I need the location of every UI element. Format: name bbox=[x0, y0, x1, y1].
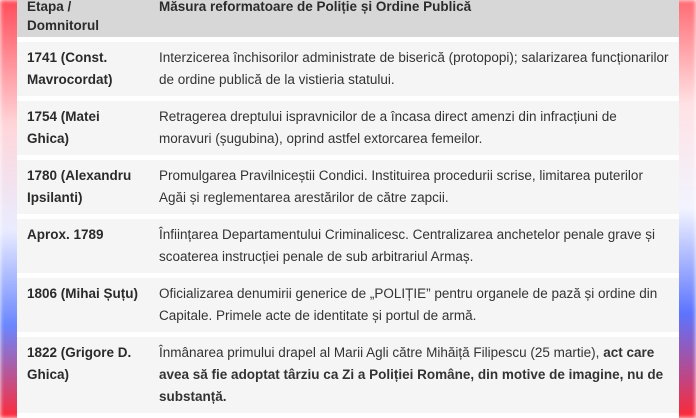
row-measure bbox=[149, 219, 679, 273]
reform-table-container bbox=[17, 0, 679, 418]
row-text: Înființarea Departamentului Criminalicesc. Centralizarea anchetelor penale grave și scoaterea instrucției penale de sub arbitrariul Armaș. bbox=[159, 227, 655, 264]
table-header-row bbox=[17, 0, 679, 37]
table-row bbox=[17, 278, 679, 332]
row-text: Interzicerea închisorilor administrate de biserică (protopopi); salarizarea funcționarilor de ordine publică de la vistieria statului. bbox=[159, 50, 669, 87]
row-text-bold: act care avea să fie adoptat târziu ca Zi a Poliției Române, din motive de imagine, nu de substanță. bbox=[159, 345, 664, 404]
table-row bbox=[17, 101, 679, 155]
row-era: Aprox. 1789 bbox=[17, 219, 149, 273]
row-measure bbox=[149, 42, 679, 96]
row-era: 1806 (Mihai Șuțu) bbox=[17, 278, 149, 332]
row-measure bbox=[149, 278, 679, 332]
row-text: Oficializarea denumirii generice de „POLIȚIE” pentru organele de pază și ordine din Capitale. Primele acte de identitate și portul de armă. bbox=[159, 286, 658, 323]
header-measure: Măsura reformatoare de Poliție și Ordine Publică bbox=[149, 0, 679, 37]
row-era: 1822 (Grigore D. Ghica) bbox=[17, 337, 149, 413]
reform-table bbox=[17, 0, 679, 418]
row-text: Retragerea dreptului ispravnicilor de a încasa direct amenzi din infracțiuni de moravuri (șugubina), oprind astfel extorcarea femeilor. bbox=[159, 109, 617, 146]
table-row bbox=[17, 337, 679, 413]
row-era: 1754 (Matei Ghica) bbox=[17, 101, 149, 155]
row-measure bbox=[149, 101, 679, 155]
table-row bbox=[17, 160, 679, 214]
row-text: Înmânarea primului drapel al Marii Agli către Mihăiță Filipescu (25 martie), bbox=[159, 345, 604, 360]
row-text: Promulgarea Pravilniceștii Condici. Instituirea procedurii scrise, limitarea puterilor Agăi și reglementarea arestărilor de către zapcii. bbox=[159, 168, 643, 205]
row-measure bbox=[149, 160, 679, 214]
row-measure bbox=[149, 337, 679, 413]
row-era: 1741 (Const. Mavrocordat) bbox=[17, 42, 149, 96]
row-era: 1780 (Alexandru Ipsilanti) bbox=[17, 160, 149, 214]
header-era: Etapa / Domnitorul bbox=[17, 0, 149, 37]
table-row bbox=[17, 219, 679, 273]
table-row bbox=[17, 42, 679, 96]
